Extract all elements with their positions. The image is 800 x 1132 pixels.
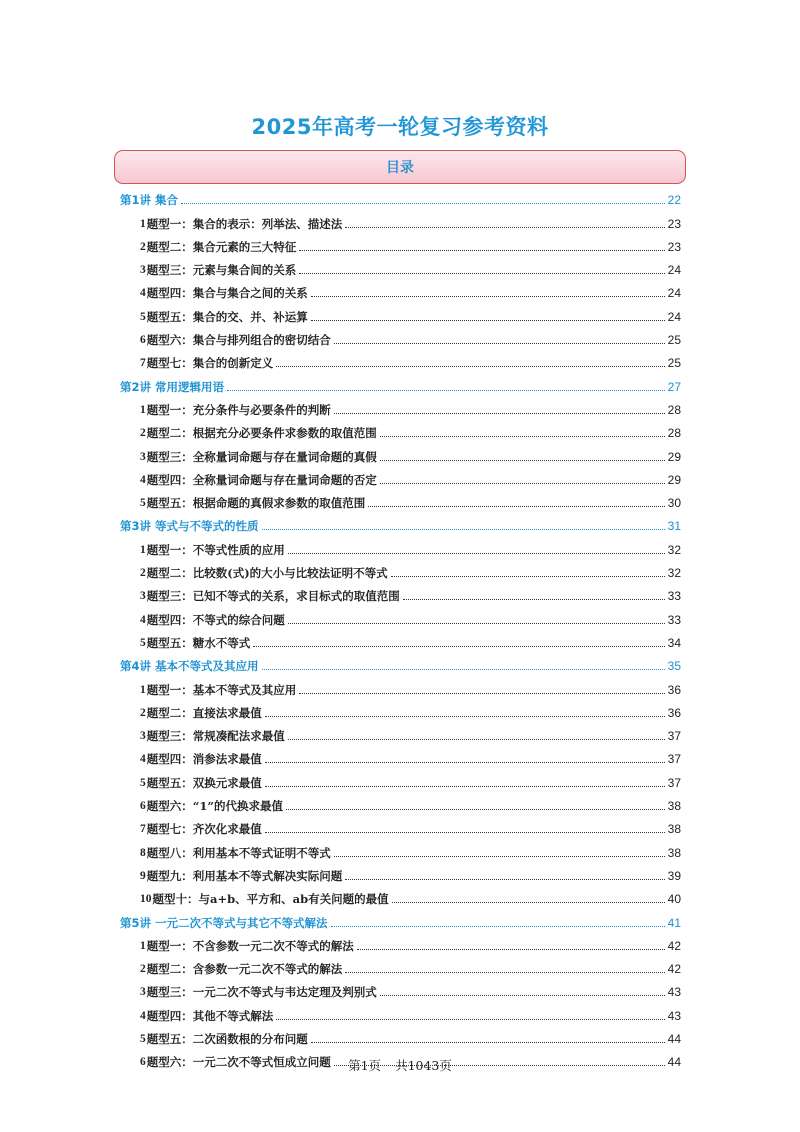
toc-item-row[interactable] bbox=[120, 629, 681, 652]
dot-leader bbox=[265, 832, 665, 833]
toc-item-row[interactable] bbox=[120, 396, 681, 419]
dot-leader bbox=[288, 623, 665, 624]
toc-item-row[interactable] bbox=[120, 932, 681, 955]
toc-item-title: 题型五：双换元求最值 bbox=[146, 775, 262, 790]
toc-page-number: 23 bbox=[667, 216, 681, 231]
toc-item-row[interactable] bbox=[120, 605, 681, 628]
toc-page-number: 44 bbox=[667, 1055, 681, 1070]
toc-item-title: 题型七：齐次化求最值 bbox=[146, 822, 262, 837]
dot-leader bbox=[299, 693, 664, 694]
page-footer bbox=[0, 1056, 800, 1074]
dot-leader bbox=[357, 949, 665, 950]
toc-item-number: 1 bbox=[140, 939, 146, 952]
dot-leader bbox=[391, 576, 665, 577]
toc-item-number: 3 bbox=[140, 730, 146, 743]
toc-item-title: 题型一：集合的表示：列举法、描述法 bbox=[146, 216, 343, 231]
toc-item-row[interactable] bbox=[120, 768, 681, 791]
toc-item-row[interactable] bbox=[120, 326, 681, 349]
toc-item-row[interactable] bbox=[120, 466, 681, 489]
toc-page-number: 38 bbox=[667, 845, 681, 860]
toc-page-number: 37 bbox=[667, 729, 681, 744]
toc-page-number: 25 bbox=[667, 356, 681, 371]
toc-page-number: 37 bbox=[667, 775, 681, 790]
toc-page-number: 34 bbox=[667, 635, 681, 650]
toc-chapter-title: 第5讲 一元二次不等式与其它不等式解法 bbox=[120, 915, 328, 930]
toc-heading-banner bbox=[114, 150, 686, 184]
toc-item-title: 题型八：利用基本不等式证明不等式 bbox=[146, 845, 331, 860]
toc-page-number: 27 bbox=[667, 379, 681, 394]
dot-leader bbox=[345, 227, 664, 228]
toc-item-number: 5 bbox=[140, 310, 146, 323]
toc-item-number: 2 bbox=[140, 963, 146, 976]
toc-item-title: 题型九：利用基本不等式解决实际问题 bbox=[146, 868, 343, 883]
toc-page-number: 42 bbox=[667, 938, 681, 953]
dot-leader bbox=[403, 599, 665, 600]
toc-item-title: 题型五：集合的交、并、补运算 bbox=[146, 309, 308, 324]
toc-item-row[interactable] bbox=[120, 885, 681, 908]
dot-leader bbox=[380, 436, 665, 437]
toc-page-number: 35 bbox=[667, 659, 681, 674]
toc-page-number: 44 bbox=[667, 1031, 681, 1046]
toc-item-number: 6 bbox=[140, 1056, 146, 1069]
toc-page-number: 30 bbox=[667, 496, 681, 511]
toc-item-number: 6 bbox=[140, 334, 146, 347]
toc-item-number: 3 bbox=[140, 590, 146, 603]
toc-item-title: 题型三：已知不等式的关系，求目标式的取值范围 bbox=[146, 589, 400, 604]
dot-leader bbox=[368, 506, 664, 507]
toc-item-title: 题型三：一元二次不等式与韦达定理及判别式 bbox=[146, 985, 377, 1000]
toc-item-title: 题型三：常规凑配法求最值 bbox=[146, 729, 285, 744]
toc-page-number: 29 bbox=[667, 472, 681, 487]
toc-item-number: 2 bbox=[140, 427, 146, 440]
toc-page-number: 43 bbox=[667, 1008, 681, 1023]
toc-item-title: 题型六：“1”的代换求最值 bbox=[146, 799, 283, 814]
toc-item-number: 4 bbox=[140, 1009, 146, 1022]
toc-item-row[interactable] bbox=[120, 862, 681, 885]
toc-item-row[interactable] bbox=[120, 209, 681, 232]
page-title: 2025年高考一轮复习参考资料 bbox=[251, 115, 549, 139]
toc-item-row[interactable] bbox=[120, 489, 681, 512]
toc-page-number: 41 bbox=[667, 915, 681, 930]
toc-item-number: 3 bbox=[140, 264, 146, 277]
toc-item-number: 4 bbox=[140, 753, 146, 766]
toc-item-title: 题型二：直接法求最值 bbox=[146, 705, 262, 720]
toc-item-number: 2 bbox=[140, 567, 146, 580]
toc-page-number: 33 bbox=[667, 612, 681, 627]
toc-item-number: 7 bbox=[140, 823, 146, 836]
toc-item-title: 题型一：不含参数一元二次不等式的解法 bbox=[146, 938, 354, 953]
toc-page-number: 38 bbox=[667, 799, 681, 814]
toc-item-title: 题型二：比较数(式)的大小与比较法证明不等式 bbox=[146, 566, 388, 581]
toc-item-row[interactable] bbox=[120, 815, 681, 838]
dot-leader bbox=[311, 296, 665, 297]
toc-item-row[interactable] bbox=[120, 535, 681, 558]
dot-leader bbox=[392, 902, 665, 903]
dot-leader bbox=[276, 366, 664, 367]
toc-item-number: 9 bbox=[140, 869, 146, 882]
toc-item-title: 题型十：与a+b、平方和、ab有关问题的最值 bbox=[152, 892, 389, 907]
dot-leader bbox=[345, 972, 664, 973]
toc-page-number: 24 bbox=[667, 286, 681, 301]
toc-item-row[interactable] bbox=[120, 1001, 681, 1024]
toc-item-title: 题型四：其他不等式解法 bbox=[146, 1008, 274, 1023]
toc-item-number: 2 bbox=[140, 706, 146, 719]
toc-item-title: 题型四：集合与集合之间的关系 bbox=[146, 286, 308, 301]
toc-item-row[interactable] bbox=[120, 233, 681, 256]
toc-item-row[interactable] bbox=[120, 279, 681, 302]
dot-leader bbox=[311, 320, 665, 321]
dot-leader bbox=[334, 343, 665, 344]
dot-leader bbox=[286, 809, 665, 810]
dot-leader bbox=[380, 995, 665, 996]
toc-page-number: 36 bbox=[667, 682, 681, 697]
toc-page-number: 43 bbox=[667, 985, 681, 1000]
toc-item-row[interactable] bbox=[120, 955, 681, 978]
dot-leader bbox=[265, 786, 665, 787]
dot-leader bbox=[380, 483, 665, 484]
dot-leader bbox=[227, 390, 665, 391]
toc-item-row[interactable] bbox=[120, 792, 681, 815]
toc-page-number: 36 bbox=[667, 705, 681, 720]
toc-item-row[interactable] bbox=[120, 838, 681, 861]
toc-item-number: 1 bbox=[140, 683, 146, 696]
dot-leader bbox=[299, 273, 664, 274]
toc-item-title: 题型四：不等式的综合问题 bbox=[146, 612, 285, 627]
current-page-label: 第1页 bbox=[348, 1058, 382, 1073]
toc-page-number: 24 bbox=[667, 309, 681, 324]
dot-leader bbox=[288, 553, 665, 554]
toc-page-number: 32 bbox=[667, 566, 681, 581]
toc-heading: 目录 bbox=[386, 160, 414, 176]
toc-page-number: 37 bbox=[667, 752, 681, 767]
toc-item-number: 4 bbox=[140, 613, 146, 626]
dot-leader bbox=[253, 646, 664, 647]
toc-item-title: 题型七：集合的创新定义 bbox=[146, 356, 274, 371]
toc-chapter-title: 第3讲 等式与不等式的性质 bbox=[120, 519, 259, 534]
toc-chapter-row[interactable] bbox=[120, 652, 681, 675]
toc-page-number: 31 bbox=[667, 519, 681, 534]
toc-page-number: 33 bbox=[667, 589, 681, 604]
dot-leader bbox=[181, 203, 665, 204]
toc-item-row[interactable] bbox=[120, 442, 681, 465]
toc-item-number: 7 bbox=[140, 357, 146, 370]
toc-item-number: 10 bbox=[140, 893, 152, 906]
toc-item-title: 题型二：集合元素的三大特征 bbox=[146, 239, 297, 254]
toc-item-number: 5 bbox=[140, 1032, 146, 1045]
total-pages-label: 共1043页 bbox=[395, 1058, 452, 1073]
toc-item-row[interactable] bbox=[120, 302, 681, 325]
toc-item-number: 3 bbox=[140, 986, 146, 999]
toc-item-title: 题型二：根据充分必要条件求参数的取值范围 bbox=[146, 426, 377, 441]
toc-item-number: 3 bbox=[140, 450, 146, 463]
dot-leader bbox=[265, 716, 665, 717]
toc-item-title: 题型一：充分条件与必要条件的判断 bbox=[146, 402, 331, 417]
toc-item-title: 题型四：消参法求最值 bbox=[146, 752, 262, 767]
toc-item-row[interactable] bbox=[120, 699, 681, 722]
toc-item-title: 题型六：集合与排列组合的密切结合 bbox=[146, 333, 331, 348]
toc-item-title: 题型三：全称量词命题与存在量词命题的真假 bbox=[146, 449, 377, 464]
toc-item-row[interactable] bbox=[120, 256, 681, 279]
toc-page-number: 39 bbox=[667, 868, 681, 883]
dot-leader bbox=[299, 250, 664, 251]
toc-page-number: 25 bbox=[667, 333, 681, 348]
toc-item-row[interactable] bbox=[120, 349, 681, 372]
toc-chapter-row[interactable] bbox=[120, 512, 681, 535]
dot-leader bbox=[262, 529, 665, 530]
toc-item-row[interactable] bbox=[120, 1025, 681, 1048]
toc-item-row[interactable] bbox=[120, 419, 681, 442]
toc-item-title: 题型五：糖水不等式 bbox=[146, 635, 251, 650]
toc-item-title: 题型三：元素与集合间的关系 bbox=[146, 263, 297, 278]
toc-item-title: 题型五：二次函数根的分布问题 bbox=[146, 1031, 308, 1046]
toc-chapter-title: 第1讲 集合 bbox=[120, 193, 179, 208]
toc-chapter-title: 第2讲 常用逻辑用语 bbox=[120, 379, 225, 394]
toc-item-title: 题型四：全称量词命题与存在量词命题的否定 bbox=[146, 472, 377, 487]
dot-leader bbox=[288, 739, 665, 740]
toc-item-row[interactable] bbox=[120, 978, 681, 1001]
toc-item-number: 4 bbox=[140, 473, 146, 486]
toc-item-number: 1 bbox=[140, 543, 146, 556]
toc-page-number: 32 bbox=[667, 542, 681, 557]
toc-item-number: 5 bbox=[140, 497, 146, 510]
table-of-contents bbox=[120, 186, 681, 1071]
dot-leader bbox=[265, 762, 665, 763]
dot-leader bbox=[311, 1042, 665, 1043]
toc-page-number: 38 bbox=[667, 822, 681, 837]
toc-chapter-row[interactable] bbox=[120, 186, 681, 209]
toc-item-title: 题型一：不等式性质的应用 bbox=[146, 542, 285, 557]
toc-page-number: 22 bbox=[667, 193, 681, 208]
toc-page-number: 23 bbox=[667, 239, 681, 254]
toc-chapter-row[interactable] bbox=[120, 372, 681, 395]
dot-leader bbox=[334, 856, 665, 857]
toc-page-number: 24 bbox=[667, 263, 681, 278]
dot-leader bbox=[262, 669, 665, 670]
toc-item-number: 1 bbox=[140, 217, 146, 230]
toc-item-row[interactable] bbox=[120, 722, 681, 745]
toc-item-row[interactable] bbox=[120, 559, 681, 582]
toc-item-number: 4 bbox=[140, 287, 146, 300]
dot-leader bbox=[331, 926, 665, 927]
dot-leader bbox=[276, 1019, 664, 1020]
dot-leader bbox=[334, 413, 665, 414]
dot-leader bbox=[380, 460, 665, 461]
toc-item-title: 题型六：一元二次不等式恒成立问题 bbox=[146, 1055, 331, 1070]
toc-item-title: 题型五：根据命题的真假求参数的取值范围 bbox=[146, 496, 366, 511]
toc-page-number: 42 bbox=[667, 962, 681, 977]
toc-item-number: 1 bbox=[140, 403, 146, 416]
toc-page-number: 40 bbox=[667, 892, 681, 907]
toc-page-number: 28 bbox=[667, 426, 681, 441]
toc-item-number: 2 bbox=[140, 240, 146, 253]
dot-leader bbox=[345, 879, 664, 880]
toc-item-number: 8 bbox=[140, 846, 146, 859]
toc-page-number: 28 bbox=[667, 402, 681, 417]
toc-item-title: 题型二：含参数一元二次不等式的解法 bbox=[146, 962, 343, 977]
toc-item-row[interactable] bbox=[120, 582, 681, 605]
toc-item-row[interactable] bbox=[120, 675, 681, 698]
toc-chapter-row[interactable] bbox=[120, 908, 681, 931]
toc-item-number: 6 bbox=[140, 800, 146, 813]
toc-item-row[interactable] bbox=[120, 745, 681, 768]
toc-chapter-title: 第4讲 基本不等式及其应用 bbox=[120, 659, 259, 674]
toc-item-number: 5 bbox=[140, 636, 146, 649]
toc-page-number: 29 bbox=[667, 449, 681, 464]
toc-item-number: 5 bbox=[140, 776, 146, 789]
toc-item-title: 题型一：基本不等式及其应用 bbox=[146, 682, 297, 697]
